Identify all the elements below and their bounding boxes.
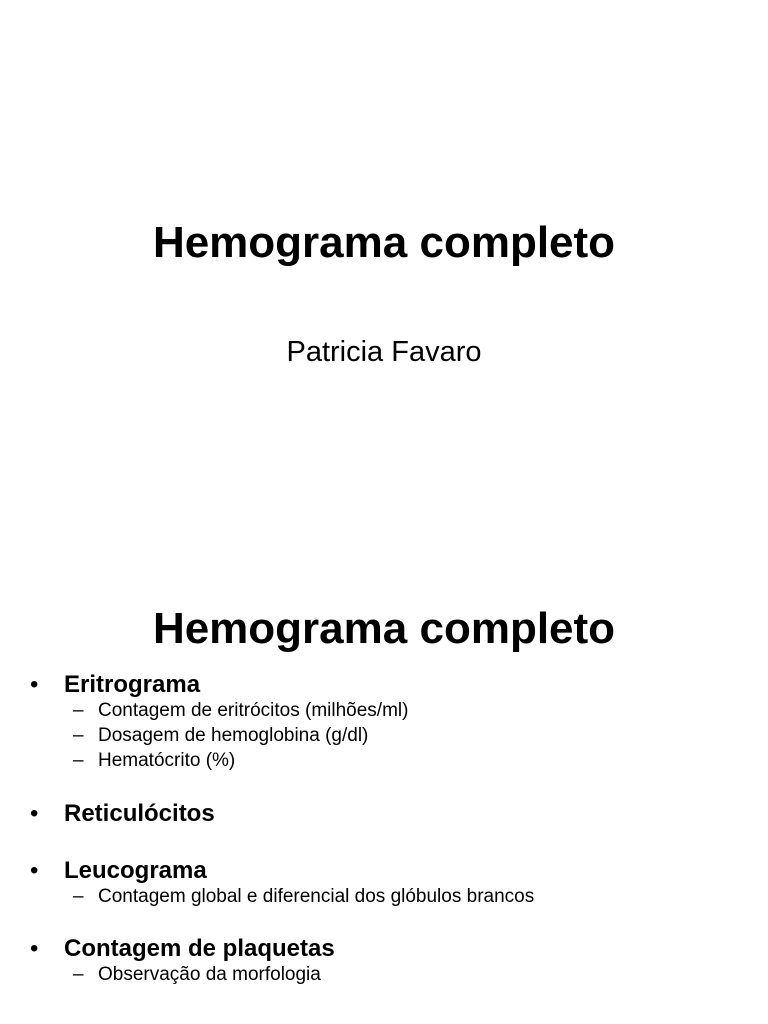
dash-marker: – xyxy=(73,964,84,985)
sub-list xyxy=(64,884,750,909)
sub-list xyxy=(64,698,750,773)
bullet-item-eritrograma xyxy=(30,668,750,773)
content-slide-title: Hemograma completo xyxy=(152,604,616,653)
sub-item-text: Contagem de eritrócitos (milhões/ml) xyxy=(98,700,409,721)
content-slide xyxy=(0,576,768,1024)
slide-title: Hemograma completo xyxy=(152,218,616,267)
sub-item-text: Dosagem de hemoglobina (g/dl) xyxy=(98,725,369,746)
bullet-marker: • xyxy=(30,800,39,827)
dash-marker: – xyxy=(73,886,84,907)
bullet-item-plaquetas xyxy=(30,932,750,987)
bullet-label: Contagem de plaquetas xyxy=(64,935,335,962)
sub-item xyxy=(64,884,750,909)
bullet-marker: • xyxy=(30,857,39,884)
bullet-label: Eritrograma xyxy=(64,671,201,698)
bullet-item-leucograma xyxy=(30,854,750,909)
dash-marker: – xyxy=(73,700,84,721)
author-name: Patricia Favaro xyxy=(286,336,482,368)
sub-item xyxy=(64,723,750,748)
bullet-list xyxy=(30,668,750,987)
sub-item xyxy=(64,962,750,987)
bullet-marker: • xyxy=(30,671,39,698)
sub-item xyxy=(64,748,750,773)
bullet-item-reticulocitos xyxy=(30,797,750,831)
bullet-label: Reticulócitos xyxy=(64,800,215,827)
sub-list xyxy=(64,962,750,987)
sub-item-text: Contagem global e diferencial dos glóbulos brancos xyxy=(98,886,535,907)
dash-marker: – xyxy=(73,750,84,771)
bullet-label: Leucograma xyxy=(64,857,207,884)
dash-marker: – xyxy=(73,725,84,746)
sub-item-text: Observação da morfologia xyxy=(98,964,321,985)
sub-item xyxy=(64,698,750,723)
bullet-marker: • xyxy=(30,935,39,962)
sub-item-text: Hematócrito (%) xyxy=(98,750,236,771)
